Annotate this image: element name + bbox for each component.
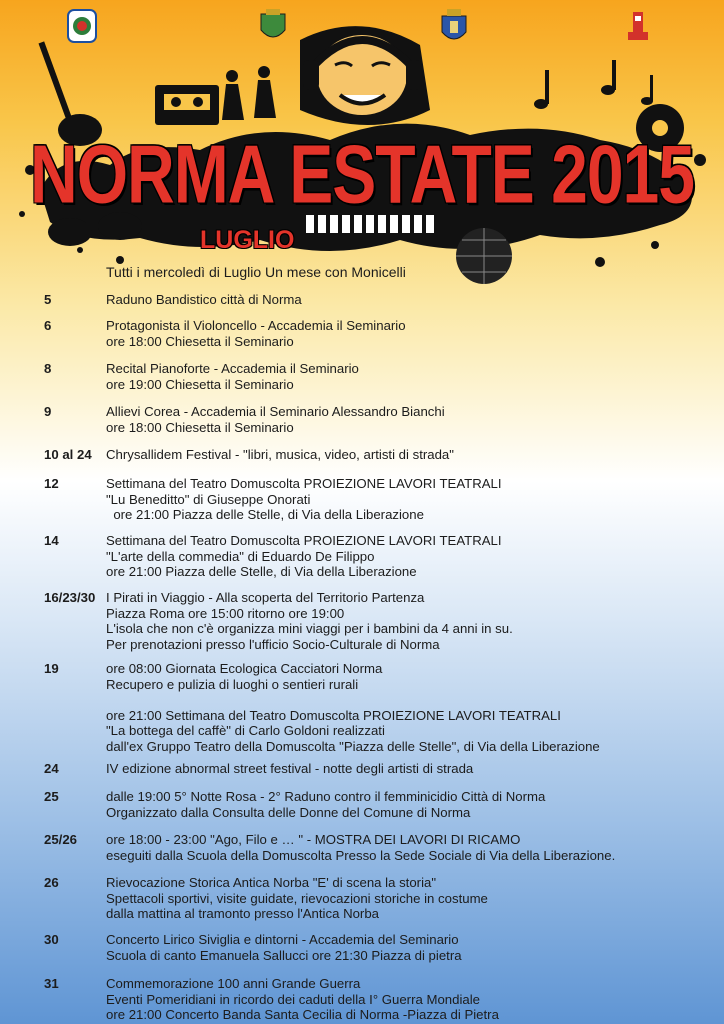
- event-line: "Lu Beneditto" di Giuseppe Onorati: [106, 491, 311, 507]
- event-description: [106, 533, 502, 580]
- event-line: Settimana del Teatro Domuscolta PROIEZIONE LAVORI TEATRALI: [106, 476, 502, 491]
- event-line: Concerto Lirico Siviglia e dintorni - Accademia del Seminario: [106, 932, 459, 947]
- event-date: 26: [44, 875, 59, 890]
- event-description: [106, 292, 302, 308]
- event-description: [106, 976, 499, 1023]
- event-line: ore 18:00 Chiesetta il Seminario: [106, 333, 294, 349]
- event-description: [106, 789, 545, 820]
- event-line: ore 21:00 Piazza delle Stelle, di Via della Liberazione: [106, 564, 417, 579]
- event-line: ore 08:00 Giornata Ecologica Cacciatori Norma: [106, 661, 383, 676]
- month-heading: LUGLIO: [200, 226, 295, 254]
- event-description: [106, 318, 406, 349]
- event-line: Eventi Pomeridiani in ricordo dei caduti della I° Guerra Mondiale: [106, 991, 480, 1007]
- event-line: I Pirati in Viaggio - Alla scoperta del Territorio Partenza: [106, 590, 425, 605]
- event-date: 9: [44, 404, 52, 419]
- event-date: 14: [44, 533, 59, 548]
- event-line: IV edizione abnormal street festival - notte degli artisti di strada: [106, 761, 474, 776]
- event-line: dalle 19:00 5° Notte Rosa - 2° Raduno contro il femminicidio Città di Norma: [106, 789, 546, 804]
- event-line: Chrysallidem Festival - "libri, musica, video, artisti di strada": [106, 447, 454, 462]
- event-date: 8: [44, 361, 52, 376]
- event-line: ore 19:00 Chiesetta il Seminario: [106, 376, 294, 392]
- event-date: 5: [44, 292, 52, 307]
- event-line: eseguiti dalla Scuola della Domuscolta Presso la Sede Sociale di Via della Liberazione.: [106, 847, 616, 863]
- event-line: ore 18:00 Chiesetta il Seminario: [106, 419, 294, 435]
- event-date: 6: [44, 318, 52, 333]
- event-description: [106, 661, 600, 754]
- dancers-silhouette: [222, 66, 276, 120]
- event-date: 10 al 24: [44, 447, 92, 462]
- event-line: Scuola di canto Emanuela Sallucci ore 21:30 Piazza di pietra: [106, 947, 462, 963]
- event-description: [106, 447, 454, 463]
- intro-line: Tutti i mercoledì di Luglio Un mese con Monicelli: [106, 264, 406, 280]
- event-line: Allievi Corea - Accademia il Seminario Alessandro Bianchi: [106, 404, 445, 419]
- event-date: 16/23/30: [44, 590, 96, 605]
- event-description: [106, 590, 513, 652]
- event-line: Raduno Bandistico città di Norma: [106, 292, 302, 307]
- event-line: Spettacoli sportivi, visite guidate, rievocazioni storiche in costume: [106, 890, 488, 906]
- event-line: dall'ex Gruppo Teatro della Domuscolta "Piazza delle Stelle", di Via della Liberazione: [106, 738, 600, 754]
- event-line: Rievocazione Storica Antica Norba "E' di scena la storia": [106, 875, 437, 890]
- event-line: dalla mattina al tramonto presso l'Antica Norba: [106, 906, 379, 921]
- event-description: [106, 361, 359, 392]
- event-date: 25: [44, 789, 59, 804]
- event-date: 19: [44, 661, 59, 676]
- event-line: L'isola che non c'è organizza mini viaggi per i bambini da 4 anni in su.: [106, 621, 513, 636]
- event-line: ore 21:00 Concerto Banda Santa Cecilia di Norma -Piazza di Pietra: [106, 1007, 499, 1022]
- music-notes-icon: [534, 60, 653, 109]
- event-date: 30: [44, 932, 59, 947]
- event-line: Piazza Roma ore 15:00 ritorno ore 19:00: [106, 605, 345, 621]
- event-line: Protagonista il Violoncello - Accademia il Seminario: [106, 318, 406, 333]
- event-description: [106, 932, 462, 963]
- event-line: Per prenotazioni presso l'ufficio Socio-Culturale di Norma: [106, 636, 440, 652]
- event-line: "L'arte della commedia" di Eduardo De Filippo: [106, 548, 375, 564]
- event-line: [106, 692, 600, 708]
- event-description: [106, 404, 445, 435]
- event-date: 24: [44, 761, 59, 776]
- event-description: [106, 832, 615, 863]
- headphones-girl-illustration: [300, 26, 430, 125]
- event-line: Recital Pianoforte - Accademia il Seminario: [106, 361, 359, 376]
- event-line: "La bottega del caffè" di Carlo Goldoni realizzati: [106, 723, 385, 738]
- poster-title: NORMA ESTATE 2015: [30, 127, 694, 220]
- event-description: [106, 476, 502, 523]
- event-line: Recupero e pulizia di luoghi o sentieri rurali: [106, 676, 359, 692]
- event-date: 12: [44, 476, 59, 491]
- event-line: ore 18:00 - 23:00 "Ago, Filo e … " - MOSTRA DEI LAVORI DI RICAMO: [106, 832, 521, 847]
- event-line: Organizzato dalla Consulta delle Donne del Comune di Norma: [106, 804, 471, 820]
- event-line: Settimana del Teatro Domuscolta PROIEZIONE LAVORI TEATRALI: [106, 533, 502, 548]
- event-line: ore 21:00 Settimana del Teatro Domuscolta PROIEZIONE LAVORI TEATRALI: [106, 707, 561, 723]
- event-description: [106, 761, 473, 777]
- event-date: 25/26: [44, 832, 78, 847]
- event-date: 31: [44, 976, 59, 991]
- event-description: [106, 875, 488, 922]
- cassette-icon: [155, 85, 219, 125]
- event-line: ore 21:00 Piazza delle Stelle, di Via della Liberazione: [106, 507, 424, 522]
- event-line: Commemorazione 100 anni Grande Guerra: [106, 976, 361, 991]
